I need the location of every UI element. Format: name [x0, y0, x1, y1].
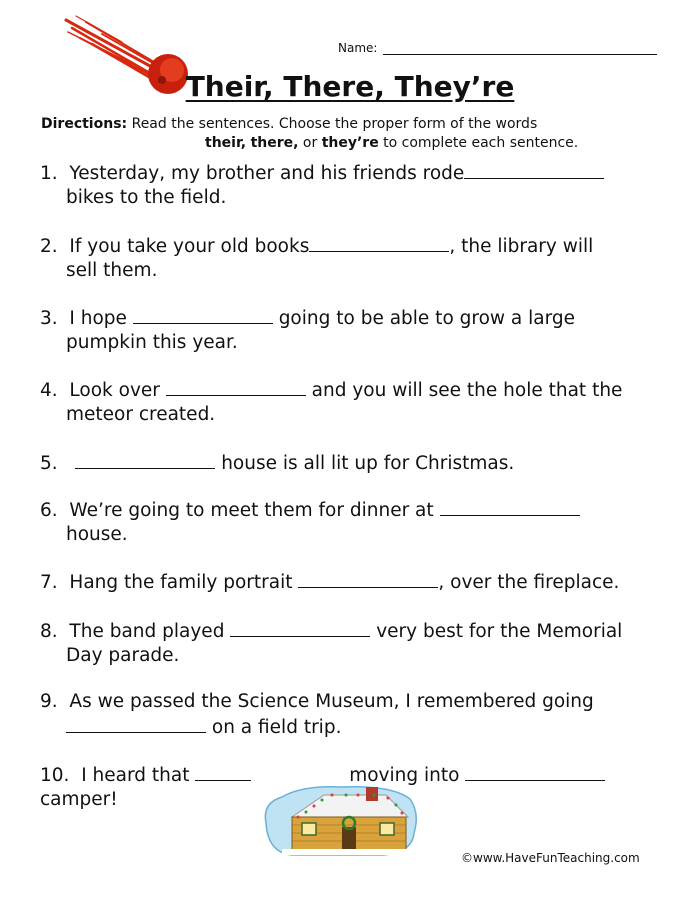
- question-number: 7.: [40, 572, 58, 593]
- directions-line-1: [41, 116, 537, 132]
- directions-label: Directions:: [41, 116, 128, 132]
- question-text: We’re going to meet them for dinner at: [69, 500, 440, 521]
- question-text: As we passed the Science Museum, I remembered going: [69, 691, 594, 712]
- answer-blank[interactable]: [230, 618, 370, 637]
- question-number: 6.: [40, 500, 58, 521]
- question-continuation: house.: [66, 524, 128, 545]
- footer-copyright: ©www.HaveFunTeaching.com: [461, 851, 640, 865]
- question-6: [40, 497, 580, 547]
- question-number: 3.: [40, 308, 58, 329]
- question-8: [40, 618, 622, 668]
- question-text-after: going to be able to grow a large: [272, 308, 576, 329]
- directions-line-2: [0, 135, 700, 151]
- question-number: 2.: [40, 236, 58, 257]
- question-number: 5.: [40, 453, 58, 474]
- name-underline[interactable]: [383, 42, 657, 55]
- question-text-middle: moving into: [343, 765, 466, 786]
- question-text-after: house is all lit up for Christmas.: [215, 453, 515, 474]
- question-number: 9.: [40, 691, 58, 712]
- question-text: If you take your old books: [69, 236, 310, 257]
- answer-blank[interactable]: [298, 569, 438, 588]
- answer-blank[interactable]: [309, 233, 449, 252]
- question-continuation: meteor created.: [66, 404, 216, 425]
- question-text: I hope: [69, 308, 133, 329]
- question-2: [40, 233, 593, 283]
- question-continuation: on a field trip.: [206, 717, 342, 738]
- question-text: I heard that: [81, 765, 196, 786]
- question-text: The band played: [69, 621, 231, 642]
- question-text-after: and you will see the hole that the: [305, 380, 623, 401]
- answer-blank-2[interactable]: [465, 762, 605, 781]
- question-number: 4.: [40, 380, 58, 401]
- answer-blank[interactable]: [66, 714, 206, 733]
- answer-blank[interactable]: [133, 305, 273, 324]
- answer-blank[interactable]: [440, 497, 580, 516]
- question-7: [40, 569, 619, 595]
- question-number: 10.: [40, 765, 70, 786]
- directions-word-there: there,: [250, 135, 299, 151]
- directions-text-1: Read the sentences. Choose the proper form of the words: [127, 116, 538, 132]
- question-text: Yesterday, my brother and his friends rode: [69, 163, 465, 184]
- directions-word-theyre: they’re: [321, 135, 379, 151]
- question-9: [40, 690, 594, 740]
- directions-text-2: to complete each sentence.: [378, 135, 579, 151]
- answer-blank[interactable]: [166, 377, 306, 396]
- question-number: 8.: [40, 621, 58, 642]
- question-3: [40, 305, 575, 355]
- question-continuation: pumpkin this year.: [66, 332, 238, 353]
- question-continuation: bikes to the field.: [66, 187, 227, 208]
- answer-blank[interactable]: [464, 160, 604, 179]
- name-label: Name:: [338, 41, 378, 55]
- answer-blank[interactable]: [195, 762, 251, 781]
- answer-blank[interactable]: [75, 450, 215, 469]
- christmas-house-icon: [262, 783, 420, 858]
- question-4: [40, 377, 622, 427]
- directions-or: or: [298, 135, 322, 151]
- question-text-after: , over the fireplace.: [438, 572, 620, 593]
- question-continuation: sell them.: [66, 260, 158, 281]
- question-text-after: , the library will: [449, 236, 594, 257]
- question-number: 1.: [40, 163, 58, 184]
- question-text-after: very best for the Memorial: [370, 621, 623, 642]
- question-continuation: camper!: [40, 789, 118, 810]
- question-continuation: Day parade.: [66, 645, 180, 666]
- page-title: Their, There, They’re: [185, 70, 515, 103]
- question-text: Look over: [69, 380, 166, 401]
- question-5: [40, 450, 514, 476]
- directions-word-their: their,: [205, 135, 247, 151]
- name-field[interactable]: [338, 41, 657, 55]
- question-1: [40, 160, 604, 210]
- question-text: Hang the family portrait: [69, 572, 299, 593]
